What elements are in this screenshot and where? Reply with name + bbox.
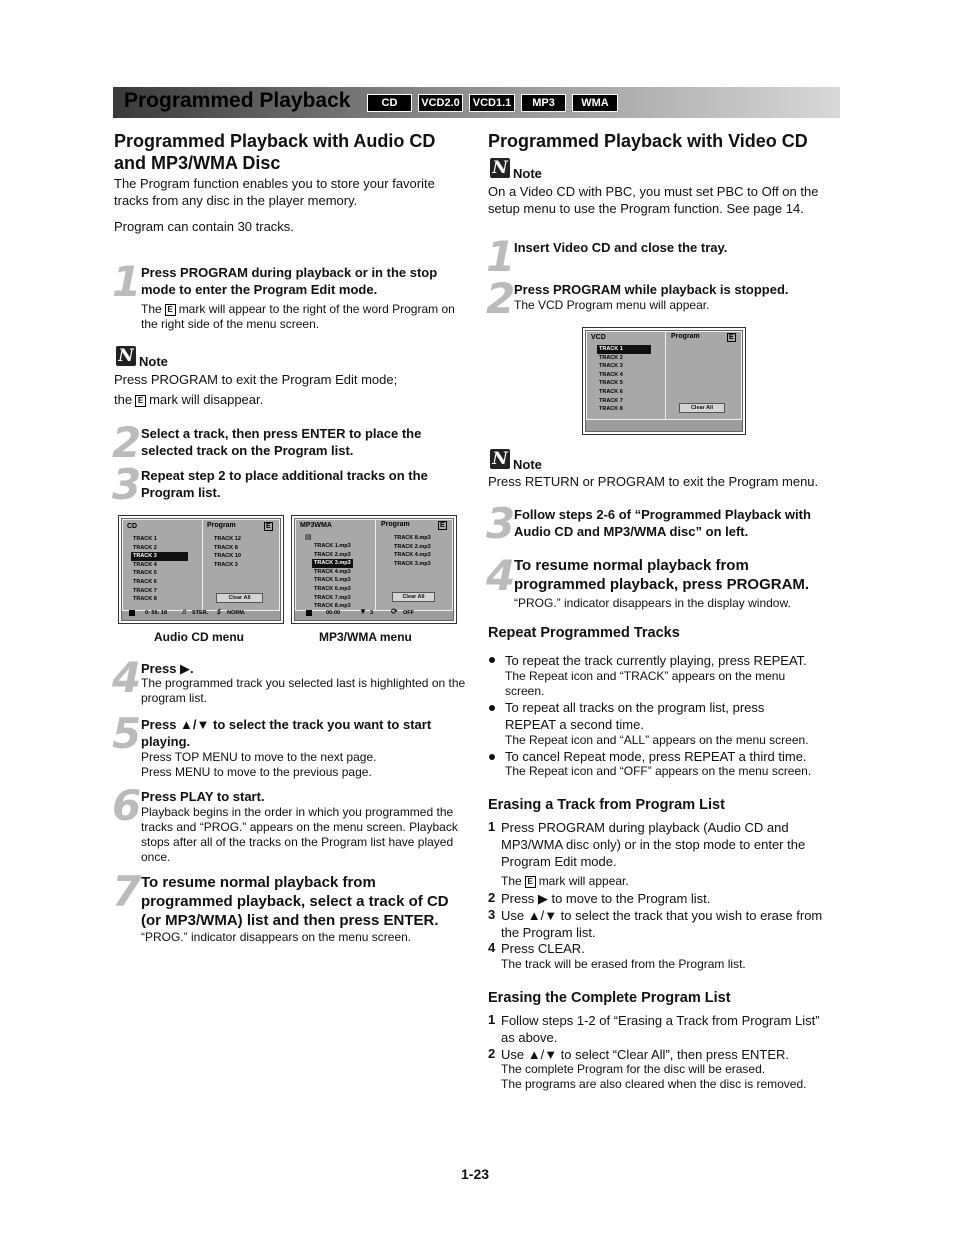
right-step1-title: Insert Video CD and close the tray. — [514, 240, 728, 255]
edit-mark-icon: E — [525, 876, 536, 888]
erase-all-item-2: Use ▲/▼ to select “Clear All”, then press ENTER. — [501, 1047, 789, 1062]
vcd-track-list: TRACK 1 TRACK 2 TRACK 3 TRACK 4 TRACK 5 TRACK 6 TRACK 7 TRACK 8 — [599, 345, 651, 414]
note-icon: N — [490, 449, 510, 469]
badge-wma: WMA — [572, 94, 618, 112]
step-number-3: 3 — [112, 460, 140, 509]
left-heading: Programmed Playback with Audio CD and MP3/WMA Disc — [114, 131, 436, 173]
erase-all-item-2-sub1: The complete Program for the disc will be erased. — [501, 1062, 766, 1076]
mp3-program-list: TRACK 8.mp3 TRACK 2.mp3 TRACK 4.mp3 TRACK 3.mp3 — [394, 535, 431, 567]
selected-track: TRACK 3.mp3 — [314, 560, 351, 567]
erase-num-4: 4 — [488, 940, 496, 955]
repeat-icon: ⟳ — [391, 607, 398, 616]
bullet — [489, 754, 495, 760]
cd-audio: STER. — [192, 610, 209, 616]
mp3-mode: OFF — [403, 610, 414, 616]
stop-icon — [306, 610, 312, 616]
mp3-wma-menu-screen — [291, 515, 457, 624]
audio-cd-menu-caption: Audio CD menu — [154, 630, 244, 644]
step-number-2: 2 — [112, 418, 140, 467]
clear-all-button[interactable]: Clear All — [679, 403, 725, 413]
left-note-line1: Press PROGRAM to exit the Program Edit mode; — [114, 372, 398, 387]
erase-item-2: Press ▶ to move to the Program list. — [501, 891, 711, 906]
step-number-4: 4 — [112, 653, 140, 702]
badge-vcd20: VCD2.0 — [418, 94, 463, 112]
left-step1-title: Press PROGRAM during playback or in the stop mode to enter the Program Edit mode. — [141, 265, 438, 297]
step-number-4: 4 — [486, 551, 514, 600]
right-step3-title: Follow steps 2-6 of “Programmed Playback with Audio CD and MP3/WMA disc” on left. — [514, 507, 811, 539]
erase-item-1: Press PROGRAM during playback (Audio CD and MP3/WMA disc only) or in the stop mode to enter the Program Edit mode. — [501, 820, 806, 869]
mp3-program-label: Program — [381, 521, 410, 528]
sound-icon: ♯ — [217, 607, 221, 616]
left-step7-desc: “PROG.” indicator disappears on the menu screen. — [141, 930, 412, 944]
step-number-7: 7 — [112, 867, 140, 916]
left-step4-desc: The programmed track you selected last is highlighted on the program list. — [141, 676, 466, 705]
vcd-menu-screen — [582, 327, 746, 435]
edit-mark-icon: E — [135, 395, 146, 407]
step-number-6: 6 — [112, 781, 140, 830]
mp3-track-list: TRACK 1.mp3 TRACK 2.mp3 TRACK 3.mp3 TRACK 4.mp3 TRACK 5.mp3 TRACK 6.mp3 TRACK 7.mp3 TRACK 8.mp3 — [314, 543, 351, 610]
step-number-1: 1 — [112, 257, 140, 306]
audio-cd-menu-screen — [118, 515, 284, 624]
step-number-2: 2 — [486, 274, 514, 323]
audio-icon: ♬ — [181, 607, 189, 616]
bullet — [489, 705, 495, 711]
edit-mark-icon: E — [165, 304, 176, 316]
right-step2-desc: The VCD Program menu will appear. — [514, 298, 710, 312]
note-icon: N — [116, 346, 136, 366]
repeat-item-3-sub: The Repeat icon and “OFF” appears on the menu screen. — [505, 764, 812, 778]
left-step6-desc: Playback begins in the order in which you programmed the tracks and “PROG.” appears on the menu screen. Playback stops after all of the tracks on the Program list have played once. — [141, 805, 458, 864]
erase-item-3: Use ▲/▼ to select the track that you wish to erase from the Program list. — [501, 908, 823, 940]
left-step1-desc: The E mark will appear to the right of the word Program on the right side of the menu screen. — [141, 302, 455, 331]
edit-mark-icon: E — [266, 523, 271, 530]
repeat-item-1-sub: The Repeat icon and “TRACK” appears on the menu screen. — [505, 669, 786, 698]
step-number-3: 3 — [486, 499, 514, 548]
left-step2-title: Select a track, then press ENTER to place the selected track on the Program list. — [141, 426, 422, 458]
right-step4-title: To resume normal playback from programmed playback, press PROGRAM. — [514, 557, 810, 593]
folder-icon: ▤ — [305, 534, 312, 541]
repeat-item-3: To cancel Repeat mode, press REPEAT a third time. — [505, 749, 807, 764]
bullet — [489, 657, 495, 663]
track-icon: ▼ — [359, 607, 367, 616]
left-capacity: Program can contain 30 tracks. — [114, 219, 294, 234]
edit-mark-icon: E — [440, 522, 445, 529]
erase-heading: Erasing a Track from Program List — [488, 797, 725, 813]
badge-cd: CD — [367, 94, 412, 112]
note-label: Note — [139, 354, 168, 369]
left-intro: The Program function enables you to store your favorite tracks from any disc in the player memory. — [114, 176, 435, 208]
mp3-wma-menu-caption: MP3/WMA menu — [319, 630, 412, 644]
repeat-item-2-sub: The Repeat icon and “ALL” appears on the menu screen. — [505, 733, 809, 747]
clear-all-button[interactable]: Clear All — [216, 593, 263, 603]
left-step6-title: Press PLAY to start. — [141, 789, 265, 804]
step-number-5: 5 — [112, 709, 140, 758]
erase-all-heading: Erasing the Complete Program List — [488, 990, 731, 1006]
cd-track-list: TRACK 1 TRACK 2 TRACK 3 TRACK 4 TRACK 5 TRACK 6 TRACK 7 TRACK 8 — [133, 535, 188, 604]
erase-item-1-sub: The E mark will appear. — [501, 874, 629, 888]
right-heading: Programmed Playback with Video CD — [488, 131, 808, 151]
left-step5-desc1: Press TOP MENU to move to the next page. — [141, 750, 377, 764]
erase-item-4-sub: The track will be erased from the Program list. — [501, 957, 746, 971]
vcd-program-label: Program — [671, 333, 700, 340]
repeat-item-2: To repeat all tracks on the program list, press REPEAT a second time. — [505, 700, 765, 732]
left-step5-desc2: Press MENU to move to the previous page. — [141, 765, 372, 779]
edit-mark-icon: E — [729, 334, 734, 341]
page-number: 1-23 — [461, 1166, 490, 1182]
erase-item-4: Press CLEAR. — [501, 941, 585, 956]
left-step3-title: Repeat step 2 to place additional tracks on the Program list. — [141, 468, 428, 500]
repeat-item-1: To repeat the track currently playing, press REPEAT. — [505, 653, 807, 668]
selected-track: TRACK 1 — [597, 345, 651, 354]
cd-time: 0: 56: 18 — [145, 610, 168, 616]
vcd-menu-label: VCD — [591, 334, 606, 341]
note-icon: N — [490, 158, 510, 178]
erase-all-num-1: 1 — [488, 1012, 496, 1027]
right-note-text: On a Video CD with PBC, you must set PBC to Off on the setup menu to use the Program function. See page 14. — [488, 184, 819, 216]
mp3-time: 00:00 — [326, 610, 341, 616]
badge-vcd11: VCD1.1 — [469, 94, 515, 112]
right-step4-desc: “PROG.” indicator disappears in the display window. — [514, 596, 791, 610]
mp3-menu-label: MP3WMA — [300, 522, 332, 529]
selected-track: TRACK 3 — [131, 552, 188, 561]
stop-icon — [129, 610, 135, 616]
erase-num-3: 3 — [488, 907, 496, 922]
left-step4-title: Press ▶. — [141, 661, 194, 676]
left-step7-title: To resume normal playback from programmed playback, select a track of CD (or MP3/WMA) list and then press ENTER. — [141, 874, 449, 929]
right-note2-text: Press RETURN or PROGRAM to exit the Program menu. — [488, 474, 819, 489]
repeat-heading: Repeat Programmed Tracks — [488, 625, 680, 641]
clear-all-button[interactable]: Clear All — [392, 592, 435, 602]
note2-label: Note — [513, 457, 542, 472]
erase-num-2: 2 — [488, 890, 496, 905]
cd-program-list: TRACK 12 TRACK 8 TRACK 10 TRACK 3 — [214, 536, 241, 568]
page-title: Programmed Playback — [124, 89, 351, 112]
cd-mode: NORM. — [227, 610, 246, 616]
cd-menu-label: CD — [127, 523, 138, 530]
badge-mp3: MP3 — [521, 94, 566, 112]
erase-all-item-1: Follow steps 1-2 of “Erasing a Track from Program List” as above. — [501, 1013, 820, 1045]
erase-num-1: 1 — [488, 819, 496, 834]
note-label: Note — [513, 166, 542, 181]
step-number-1: 1 — [486, 232, 514, 281]
erase-all-item-2-sub2: The programs are also cleared when the disc is removed. — [501, 1077, 807, 1091]
erase-all-num-2: 2 — [488, 1046, 496, 1061]
left-note-line2: the E mark will disappear. — [114, 392, 264, 407]
left-step5-title: Press ▲/▼ to select the track you want to start playing. — [141, 717, 432, 749]
right-step2-title: Press PROGRAM while playback is stopped. — [514, 282, 789, 297]
mp3-count: 3 — [370, 610, 374, 616]
cd-program-label: Program — [207, 522, 236, 529]
